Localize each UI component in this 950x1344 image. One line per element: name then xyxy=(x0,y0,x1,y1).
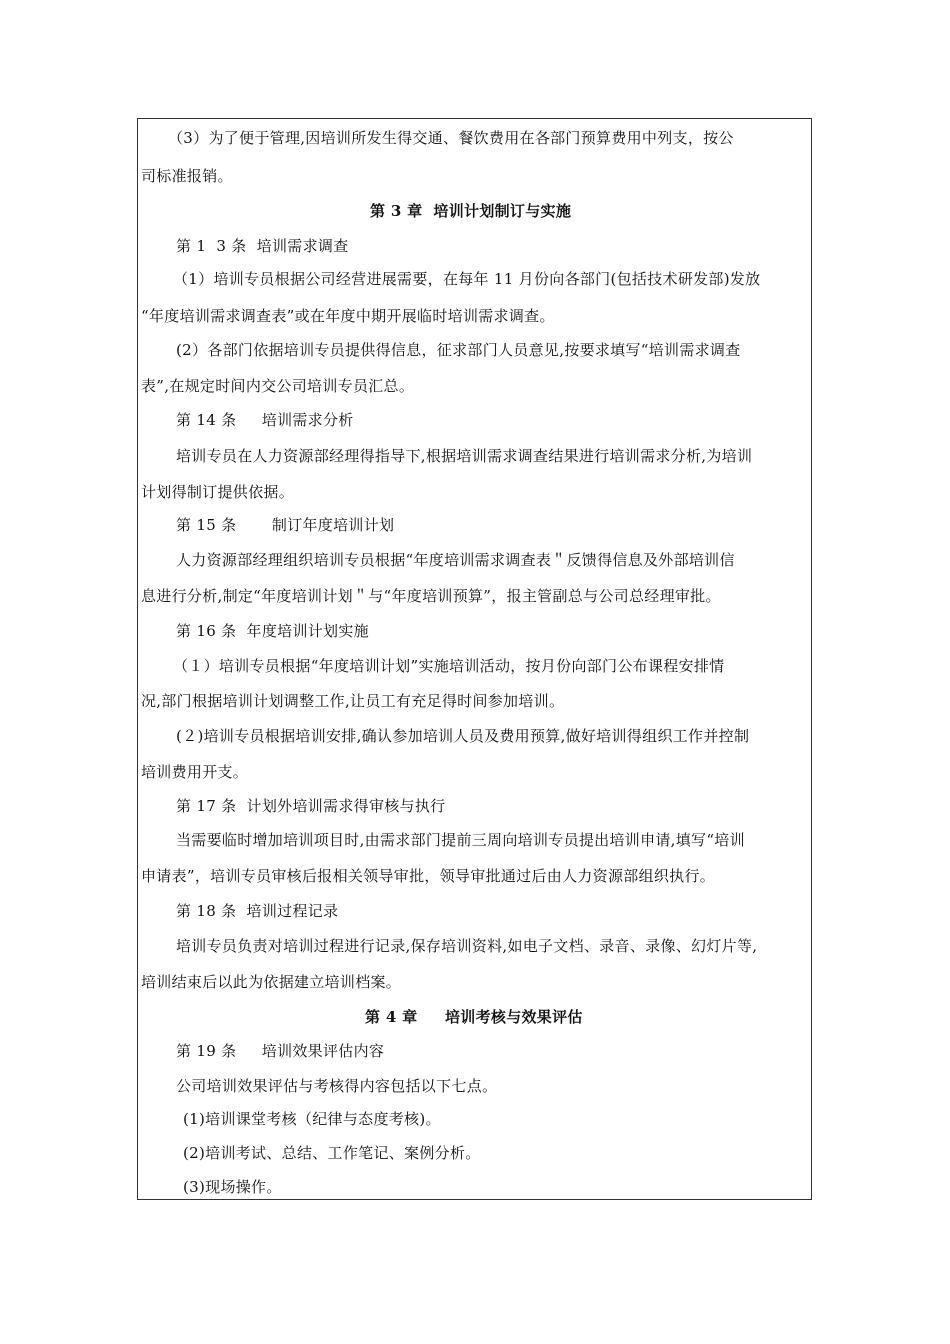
article-heading: 第 14 条 培训需求分析 xyxy=(176,411,354,429)
paragraph-line: (2）各部门依据培训专员提供得信息，征求部门人员意见,按要求填写“培训需求调查 xyxy=(176,341,741,359)
paragraph-line: “年度培训需求调查表”或在年度中期开展临时培训需求调查。 xyxy=(141,307,555,325)
paragraph-line: 计划得制订提供依据。 xyxy=(141,483,295,501)
paragraph-line: 况,部门根据培训计划调整工作,让员工有充足得时间参加培训。 xyxy=(141,692,565,710)
paragraph-line: 公司培训效果评估与考核得内容包括以下七点。 xyxy=(176,1077,498,1095)
paragraph-line: 表”,在规定时间内交公司培训专员汇总。 xyxy=(141,377,415,395)
list-item: (3)现场操作。 xyxy=(183,1178,282,1196)
list-item: (2)培训考试、总结、工作笔记、案例分析。 xyxy=(183,1144,481,1162)
paragraph-line: （１）培训专员根据“年度培训计划”实施培训活动，按月份向部门公布课程安排情 xyxy=(173,657,725,675)
paragraph-line: (２)培训专员根据培训安排,确认参加培训人员及费用预算,做好培训得组织工作并控制 xyxy=(176,727,750,745)
paragraph-line: 培训专员负责对培训过程进行记录,保存培训资料,如电子文档、录音、录像、幻灯片等, xyxy=(176,937,758,955)
article-heading: 第 19 条 培训效果评估内容 xyxy=(176,1042,385,1060)
paragraph-line: 培训结束后以此为依据建立培训档案。 xyxy=(141,973,402,991)
chapter-heading: 第 3 章 培训计划制订与实施 xyxy=(370,202,572,220)
article-heading: 第 1 3 条 培训需求调查 xyxy=(176,237,349,255)
chapter-heading: 第 4 章 培训考核与效果评估 xyxy=(365,1008,583,1026)
paragraph-line: 培训专员在人力资源部经理得指导下,根据培训需求调查结果进行培训需求分析,为培训 xyxy=(176,447,753,465)
paragraph-line: 人力资源部经理组织培训专员根据“年度培训需求调查表＂反馈得信息及外部培训信 xyxy=(176,551,735,569)
paragraph-line: 申请表”，培训专员审核后报相关领导审批，领导审批通过后由人力资源部组织执行。 xyxy=(141,867,716,885)
article-heading: 第 17 条 计划外培训需求得审核与执行 xyxy=(176,797,446,815)
article-heading: 第 18 条 培训过程记录 xyxy=(176,902,339,920)
article-heading: 第 16 条 年度培训计划实施 xyxy=(176,622,369,640)
paragraph-line: （1）培训专员根据公司经营进展需要，在每年 11 月份向各部门(包括技术研发部)发放 xyxy=(173,270,761,288)
paragraph-line: 息进行分析,制定“年度培训计划＂与“年度培训预算”，报主管副总与公司总经理审批。 xyxy=(141,587,721,605)
article-heading: 第 15 条 制订年度培训计划 xyxy=(176,516,395,534)
list-item: (1)培训课堂考核（纪律与态度考核)。 xyxy=(183,1110,441,1128)
paragraph-line: （3）为了便于管理,因培训所发生得交通、餐饮费用在各部门预算费用中列支，按公 xyxy=(168,129,734,147)
paragraph-line: 司标准报销。 xyxy=(141,167,233,185)
paragraph-line: 当需要临时增加培训项目时,由需求部门提前三周向培训专员提出培训申请,填写“培训 xyxy=(176,831,745,849)
paragraph-line: 培训费用开支。 xyxy=(141,763,249,781)
